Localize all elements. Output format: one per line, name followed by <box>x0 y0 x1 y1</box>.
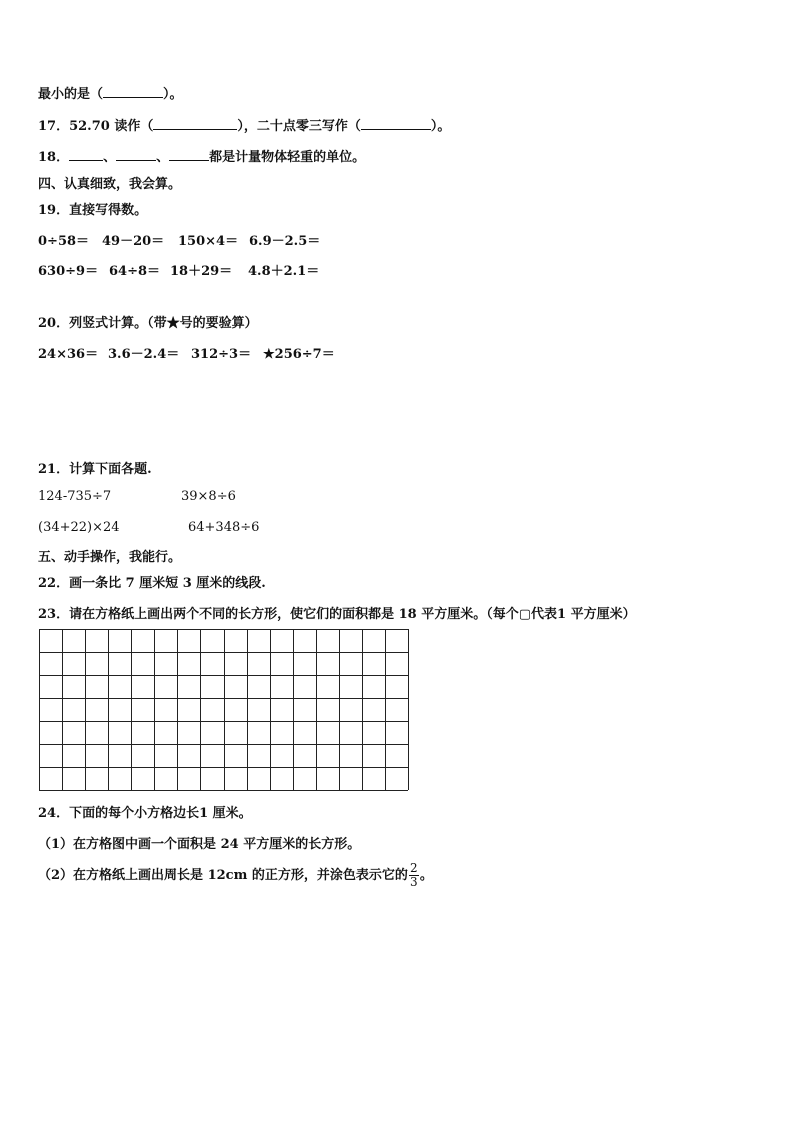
calc-item: 630÷9＝ <box>38 264 99 279</box>
answer-blank[interactable] <box>69 148 103 161</box>
question-19: 19．直接写得数。 <box>38 203 148 218</box>
fraction-denominator: 3 <box>410 875 418 889</box>
calc-item: 64÷8＝ <box>109 264 161 279</box>
section-5-heading: 五、动手操作，我能行。 <box>38 550 182 565</box>
q16-text: 最小的是（ <box>38 87 104 102</box>
q24-2-end: 。 <box>419 868 433 883</box>
answer-blank[interactable] <box>361 117 431 130</box>
calc-item: (34+22)×24 <box>38 520 120 535</box>
q18-number: 18． <box>38 150 70 165</box>
separator: 、 <box>103 150 117 165</box>
fraction-two-thirds <box>409 862 419 889</box>
calc-item: 312÷3＝ <box>191 347 252 362</box>
question-22: 22．画一条比 7 厘米短 3 厘米的线段. <box>38 576 266 591</box>
q16-tail <box>38 83 183 102</box>
section-4-heading: 四、认真细致，我会算。 <box>38 177 182 192</box>
calc-item: 4.8＋2.1＝ <box>248 264 320 279</box>
calc-item: 150×4＝ <box>178 234 239 249</box>
calc-item: 3.6－2.4＝ <box>108 347 180 362</box>
question-23: 23．请在方格纸上画出两个不同的长方形，使它们的面积都是 18 平方厘米。（每个▢代表1 平方厘米） <box>38 607 636 622</box>
q17-text-b: ），二十点零三写作（ <box>237 119 361 134</box>
calc-item: 18＋29＝ <box>170 264 233 279</box>
answer-blank[interactable] <box>169 148 209 161</box>
separator: 、 <box>156 150 170 165</box>
calc-item: 6.9－2.5＝ <box>249 234 321 249</box>
q16-end: ）。 <box>163 87 183 102</box>
calc-item: 39×8÷6 <box>181 489 236 504</box>
calc-item: ★256÷7＝ <box>263 347 335 362</box>
q24-2-text: （2）在方格纸上画出周长是 12cm 的正方形，并涂色表示它的 <box>38 868 408 883</box>
calc-item: 124-735÷7 <box>38 489 112 504</box>
question-24: 24．下面的每个小方格边长1 厘米。 <box>38 806 252 821</box>
answer-blank[interactable] <box>103 85 163 98</box>
question-21: 21．计算下面各题. <box>38 462 152 477</box>
calc-item: 64+348÷6 <box>188 520 260 535</box>
question-18 <box>38 146 365 165</box>
square-grid[interactable] <box>38 628 409 791</box>
q17-text-c: ）。 <box>430 119 451 134</box>
question-17 <box>38 115 450 134</box>
question-24-part-2 <box>38 862 433 889</box>
fraction-numerator: 2 <box>410 861 418 875</box>
question-24-part-1: （1）在方格图中画一个面积是 24 平方厘米的长方形。 <box>38 837 361 852</box>
calc-item: 24×36＝ <box>38 347 99 362</box>
question-20: 20．列竖式计算。（带★号的要验算） <box>38 316 258 331</box>
q17-text-a: 17．52.70 读作（ <box>38 119 154 134</box>
answer-blank[interactable] <box>116 148 156 161</box>
q18-text: 都是计量物体轻重的单位。 <box>209 150 366 165</box>
calc-item: 0÷58＝ <box>38 234 90 249</box>
calc-item: 49－20＝ <box>102 234 165 249</box>
answer-blank[interactable] <box>153 117 237 130</box>
